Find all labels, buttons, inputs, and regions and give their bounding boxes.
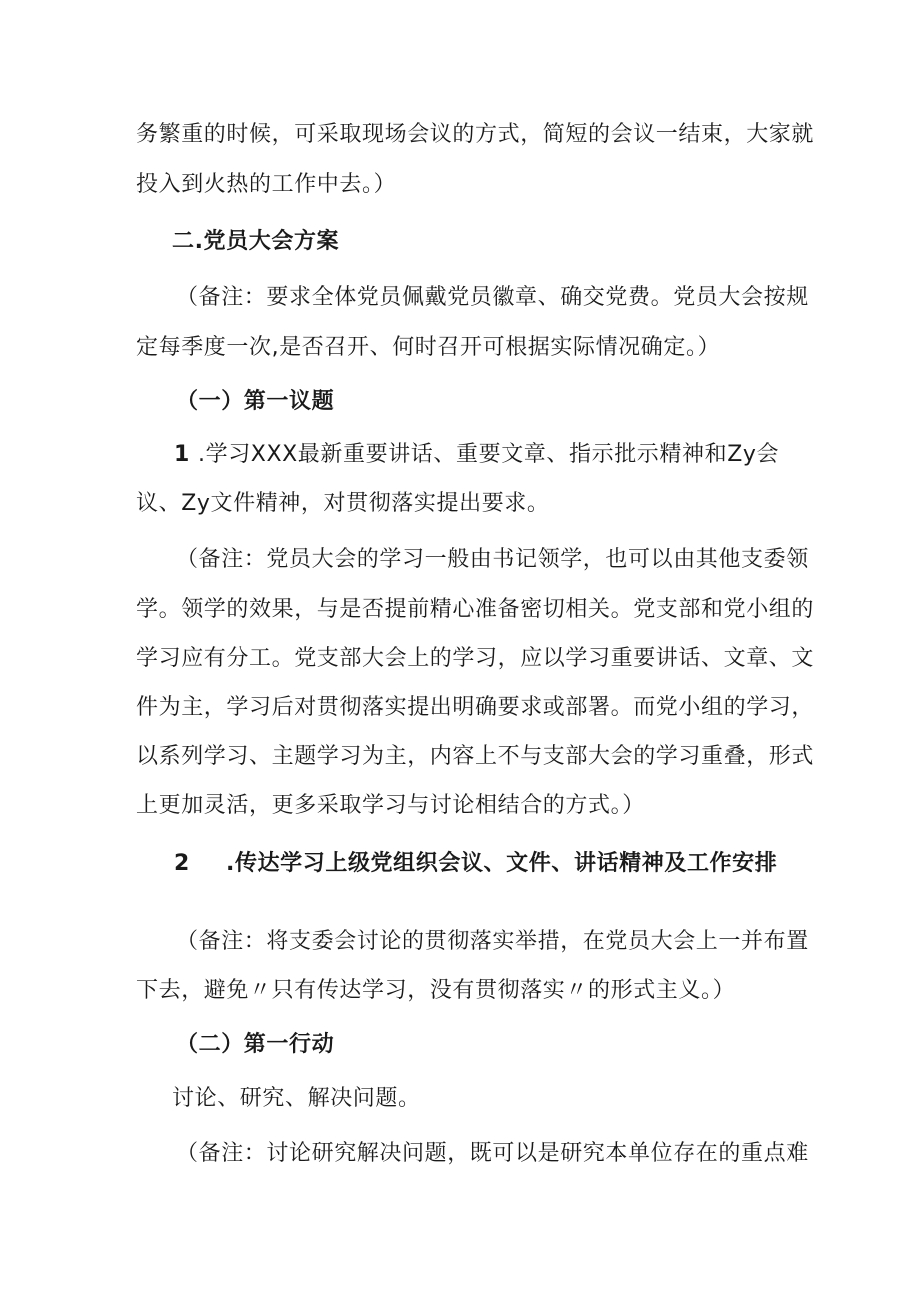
paragraph-line: 议、Zy文件精神，对贯彻落实提出要求。 [136, 491, 550, 516]
item-number: 1 [174, 442, 190, 467]
paragraph-line: 以系列学习、主题学习为主，内容上不与支部大会的学习重叠，形式 [136, 744, 815, 769]
paragraph-line: （备注：将支委会讨论的贯彻落实举措，在党员大会上一并布置 [176, 929, 809, 954]
item-text: .传达学习上级党组织会议、文件、讲话精神及工作安排 [226, 851, 778, 876]
paragraph-line: （备注：讨论研究解决问题，既可以是研究本单位存在的重点难 [176, 1141, 809, 1166]
paragraph-line: 下去，避免〃只有传达学习，没有贯彻落实〃的形式主义。） [136, 978, 736, 1003]
paragraph-line: （备注：党员大会的学习一般由书记领学，也可以由其他支委领 [176, 547, 809, 572]
section-heading: 二.党员大会方案 [172, 229, 340, 254]
item-text: .学习XXX最新重要讲话、重要文章、指示批示精神和Zy会 [198, 442, 780, 467]
item-number: 2 [174, 851, 190, 876]
paragraph-line: （备注：要求全体党员佩戴党员徽章、确交党费。党员大会按规 [176, 285, 809, 310]
numbered-item-line [174, 441, 788, 469]
paragraph-line: 学。领学的效果，与是否提前精心准备密切相关。党支部和党小组的 [136, 597, 815, 622]
paragraph-line: 上更加灵活，更多采取学习与讨论相结合的方式。） [136, 793, 645, 818]
paragraph-line: 务繁重的时候，可采取现场会议的方式，简短的会议一结束，大家就 [136, 122, 815, 147]
subsection-heading: （二）第一行动 [176, 1032, 335, 1057]
numbered-item-line [174, 850, 788, 878]
paragraph-line: 讨论、研究、解决问题。 [172, 1086, 421, 1111]
paragraph-line: 定每季度一次,是否召开、何时召开可根据实际情况确定。） [136, 335, 721, 360]
subsection-heading: （一）第一议题 [176, 389, 335, 414]
paragraph-line: 件为主，学习后对贯彻落实提出明确要求或部署。而党小组的学习， [136, 695, 815, 720]
paragraph-line: 投入到火热的工作中去。） [136, 172, 397, 197]
paragraph-line: 学习应有分工。党支部大会上的学习，应以学习重要讲话、文章、文 [136, 646, 815, 671]
